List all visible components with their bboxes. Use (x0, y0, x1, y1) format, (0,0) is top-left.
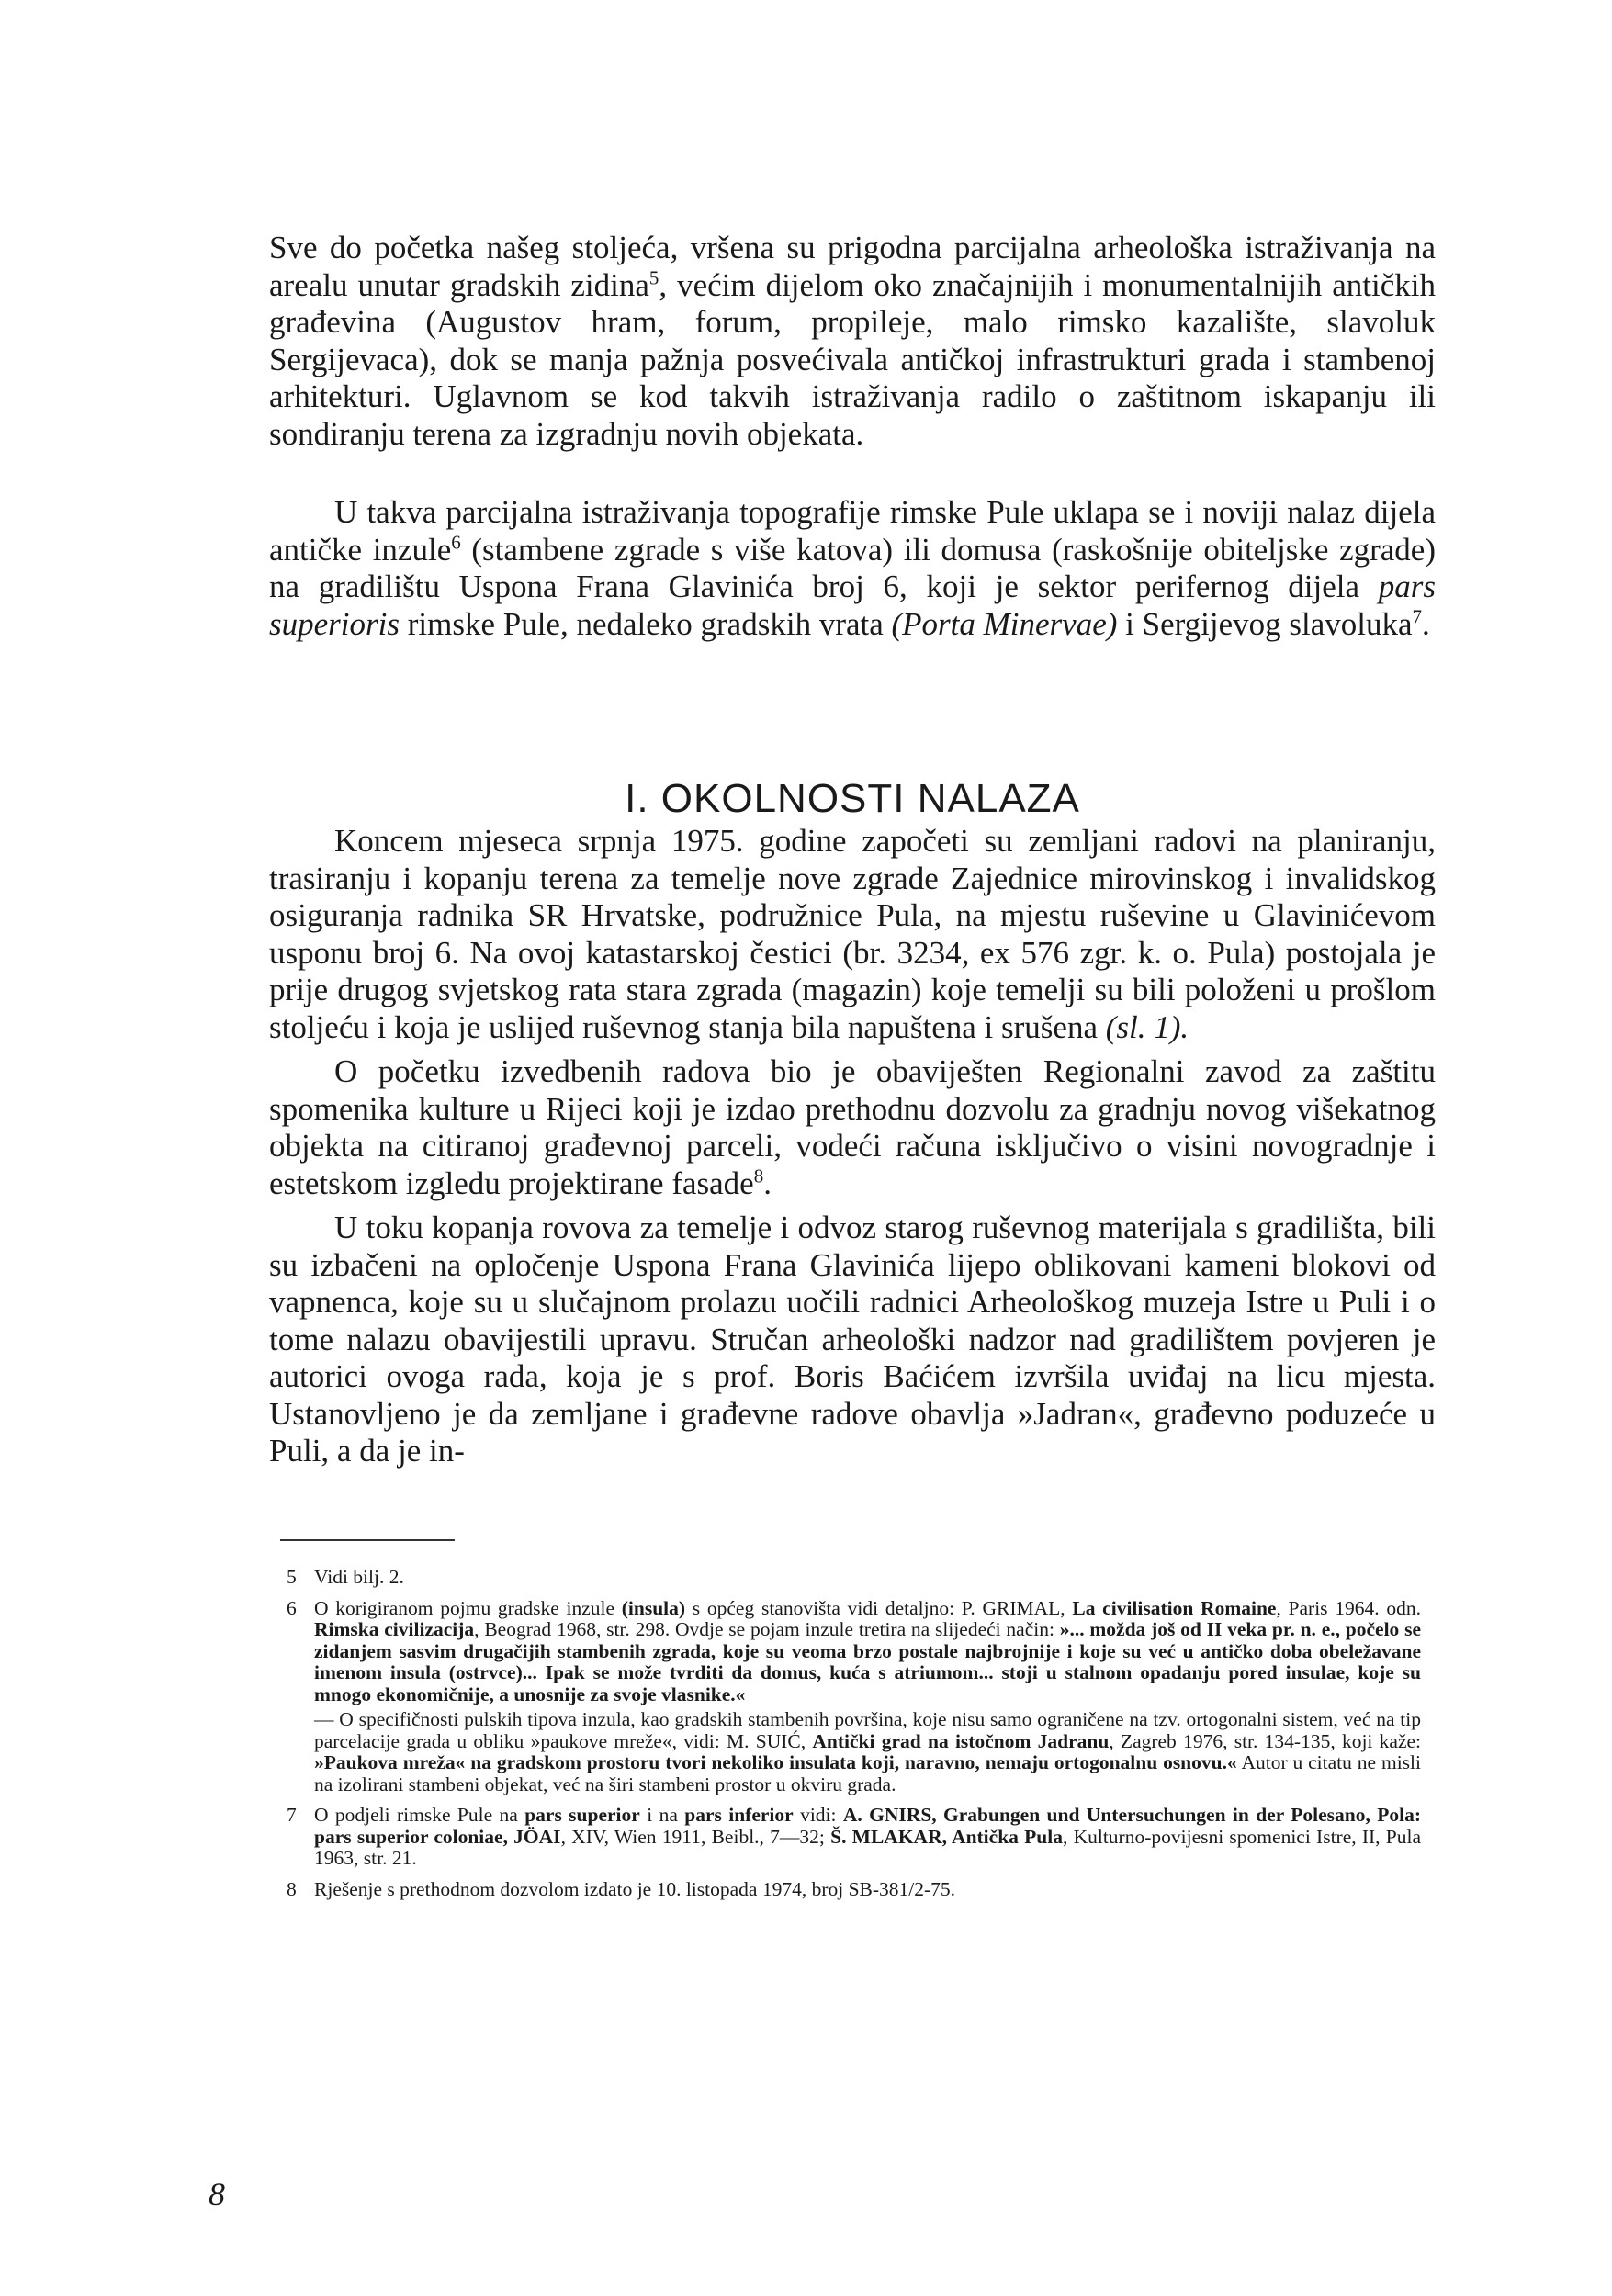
paragraph-text: i Sergijevog slavoluka (1117, 605, 1413, 642)
footnote-number: 7 (287, 1804, 297, 1826)
intro-paragraph-block (269, 230, 1436, 453)
footnote-number: 6 (287, 1596, 297, 1619)
footnote-ref[interactable]: 8 (753, 1164, 764, 1187)
paragraph-text: (stambene zgrade s više katova) ili domusa (raskošnije obiteljske zgrade) na gradilištu Uspona Frana Glavinića broj 6, koji je sektor perifernog dijela (269, 531, 1436, 604)
footnote-text: Rješenje s prethodnom dozvolom izdato je 10. listopada 1974, broj SB-381/2-75. (314, 1877, 956, 1900)
paragraph-text: . (1422, 605, 1430, 642)
paragraph-text: . (763, 1165, 772, 1201)
footnote-6 (287, 1598, 1421, 1796)
footnote-8 (287, 1879, 1421, 1901)
footnote-text: — O specifičnosti pulskih tipova inzula, kao gradskih stambenih površina, koje nisu samo ograničene na tzv. ortogonalni sistem, već na tip parcelacije grada u obliku »paukove mreže«, vidi: M. SUIĆ, Antički grad na istočnom Jadranu, Zagreb 1976, str. 134-135, koji kaže: »Paukova mreža« na gradskom prostoru tvori nekoliko insulata koji, naravno, nemaju ortogonalnu osnovu.« Autor u citatu ne misli na izolirani stambeni objekat, već na širi stambeni prostor u okviru grada. (314, 1708, 1422, 1795)
footnote-ref[interactable]: 6 (451, 530, 461, 553)
paragraph (269, 494, 1436, 643)
footnotes (287, 1567, 1421, 1909)
footnote-text: Vidi bilj. 2. (314, 1566, 404, 1588)
paragraph-text: U takva parcijalna istraživanja topografije rimske Pule uklapa se i noviji nalaz dijela antičke inzule (269, 494, 1436, 568)
footnote-number: 8 (287, 1877, 297, 1900)
italic-term: (Porta Minervae) (891, 605, 1118, 642)
footnote-ref[interactable]: 5 (648, 265, 659, 288)
paragraph-text: , većim dijelom oko značajnijih i monumentalnijih antičkih građevina (Augustov hram, forum, propileje, malo rimsko kazalište, slavoluk Sergijevaca), dok se manja pažnja posvećivala antičkoj infrastrukturi grada i stambenoj arhitekturi. Uglavnom se kod takvih istraživanja radilo o zaštitnom iskapanju ili sondiranju terena za izgradnju novih objekata. (269, 266, 1437, 452)
paragraph-text: Koncem mjeseca srpnja 1975. godine započeti su zemljani radovi na planiranju, trasiranju i kopanju terena za temelje nove zgrade Zajednice mirovinskog i invalidskog osiguranja radnika SR Hrvatske, podružnice Pula, na mjestu ruševine u Glavinićevom usponu broj 6. Na ovoj katastarskoj čestici (br. 3234, ex 576 zgr. k. o. Pula) postojala je prije drugog svjetskog rata stara zgrada (magazin) koje temelji su bili položeni u prošlom stoljeću i koja je uslijed ruševnog stanja bila napuštena i srušena (269, 823, 1436, 1045)
page-number: 8 (209, 2176, 225, 2212)
footnote-text: O podjeli rimske Pule na pars superior i na pars inferior vidi: A. GNIRS, Grabungen und Untersuchungen in der Polesano, Pola: pars superior coloniae, JÖAI, XIV, Wien 1911, Beibl., 7—32; Š. MLAKAR, Antička Pula, Kulturno-povijesni spomenici Istre, II, Pula 1963, str. 21. (314, 1804, 1422, 1869)
paragraph: U toku kopanja rovova za temelje i odvoz starog ruševnog materijala s gradilišta, bili su izbačeni na opločenje Uspona Frana Glavinića lijepo oblikovani kameni blokovi od vapnenca, koje su u slučajnom prolazu uočili radnici Arheološkog muzeja Istre u Puli i o tome nalazu obavijestili upravu. Stručan arheološki nadzor nad gradilištem povjeren je autorici ovoga rada, koja je s prof. Boris Baćićem izvršila uviđaj na licu mjesta. Ustanovljeno je da zemljane i građevne radove obavlja »Jadran«, građevno poduzeće u Puli, a da je in- (269, 1210, 1436, 1469)
footnote-5 (287, 1567, 1421, 1589)
italic-term: pars superioris (269, 568, 1436, 642)
paragraph (269, 230, 1436, 453)
paragraph-text: rimske Pule, nedaleko gradskih vrata (399, 605, 892, 642)
section-body (269, 823, 1436, 1470)
paragraph (269, 1053, 1436, 1202)
paragraph-text: O početku izvedbenih radova bio je obaviješten Regionalni zavod za zaštitu spomenika kulture u Rijeci koji je izdao prethodnu dozvolu za gradnju novog višekatnog objekta na citiranoj građevnoj parceli, vodeći računa isključivo o visini novogradnje i estetskom izgledu projektirane fasade (269, 1053, 1436, 1201)
paragraph-text: Sve do početka našeg stoljeća, vršena su prigodna parcijalna arheološka istraživanja na arealu unutar gradskih zidina (269, 230, 1436, 303)
paragraph (269, 823, 1436, 1046)
footnote-7 (287, 1805, 1421, 1870)
footnote-number: 5 (287, 1566, 297, 1588)
figure-reference: (sl. 1). (1105, 1008, 1189, 1045)
section-heading: I. OKOLNOSTI NALAZA (625, 776, 1080, 821)
footnote-text: O korigiranom pojmu gradske inzule (insula) s općeg stanovišta vidi detaljno: P. GRIMAL, La civilisation Romaine, Paris 1964. odn. Rimska civilizacija, Beograd 1968, str. 298. Ovdje se pojam inzule tretira na slijedeći način: »... možda još od II veka pr. n. e., počelo se zidanjem sasvim drugačijih stambenih zgrada, koje su veoma brzo postale najbrojnije i koje su već u antičko doba obeležavane imenom insula (ostrvce)... Ipak se može tvrditi da domus, kuća s atriumom... stoji u stalnom opadanju pored insulae, koje su mnogo ekonomičnije, a unosnije za svoje vlasnike.« (314, 1596, 1421, 1705)
footnote-ref[interactable]: 7 (1412, 604, 1423, 627)
second-paragraph-block (269, 494, 1436, 643)
footnote-separator (280, 1539, 455, 1541)
